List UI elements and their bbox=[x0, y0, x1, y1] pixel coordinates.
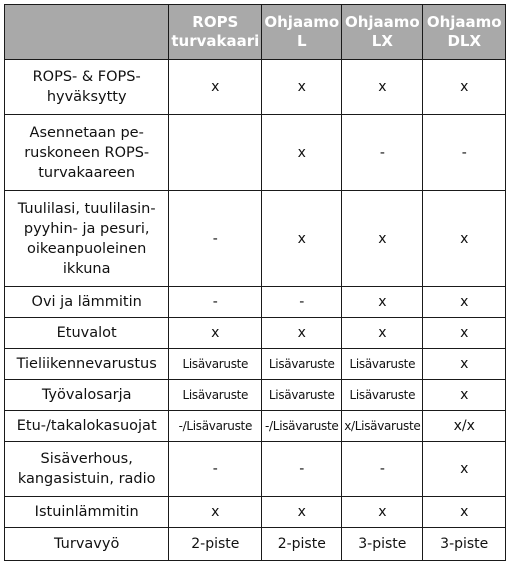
row-label: Työvalosarja bbox=[5, 380, 169, 411]
header-ohjaamo-dlx bbox=[423, 5, 506, 60]
header-ohjaamo-lx-line1: Ohjaamo bbox=[344, 13, 420, 31]
table-row bbox=[5, 528, 506, 561]
table-cell: 3-piste bbox=[423, 528, 506, 561]
table-cell: x bbox=[423, 191, 506, 287]
table-cell: x/x bbox=[423, 411, 506, 442]
table-cell: x bbox=[169, 318, 262, 349]
table-cell: - bbox=[169, 287, 262, 318]
row-label: Tieliikennevarustus bbox=[5, 349, 169, 380]
table-cell: - bbox=[423, 115, 506, 191]
table-cell: 2-piste bbox=[262, 528, 342, 561]
table-cell: x bbox=[342, 497, 423, 528]
table-cell: x bbox=[342, 318, 423, 349]
table-row bbox=[5, 349, 506, 380]
comparison-table bbox=[4, 4, 506, 561]
table-cell: x bbox=[262, 191, 342, 287]
row-label: Tuulilasi, tuulilasin-pyyhin- ja pesuri, oikeanpuoleinen ikkuna bbox=[5, 191, 169, 287]
row-label: Etu-/takalokasuojat bbox=[5, 411, 169, 442]
header-row bbox=[5, 5, 506, 60]
row-label: ROPS- & FOPS-hyväksytty bbox=[5, 60, 169, 115]
header-ohjaamo-dlx-line1: Ohjaamo bbox=[426, 13, 502, 31]
table-cell: x bbox=[423, 442, 506, 497]
table-cell: x bbox=[342, 287, 423, 318]
table-cell: x bbox=[262, 497, 342, 528]
table-cell: x bbox=[423, 349, 506, 380]
table-cell: x bbox=[423, 318, 506, 349]
row-label: Asennetaan pe-ruskoneen ROPS-turvakaareen bbox=[5, 115, 169, 191]
header-rops-line1: ROPS bbox=[192, 13, 239, 31]
table-cell: x bbox=[423, 497, 506, 528]
table-cell: Lisävaruste bbox=[262, 380, 342, 411]
table-cell: -/Lisävaruste bbox=[262, 411, 342, 442]
table-cell: Lisävaruste bbox=[169, 349, 262, 380]
table-cell: 2-piste bbox=[169, 528, 262, 561]
table-row bbox=[5, 497, 506, 528]
table-cell: - bbox=[262, 287, 342, 318]
table-header bbox=[5, 5, 506, 60]
table-cell: Lisävaruste bbox=[342, 349, 423, 380]
table-row bbox=[5, 191, 506, 287]
row-label: Istuinlämmitin bbox=[5, 497, 169, 528]
table-row bbox=[5, 318, 506, 349]
header-corner-cell bbox=[5, 5, 169, 60]
header-ohjaamo-lx-line2: LX bbox=[371, 32, 393, 50]
table-cell: x bbox=[423, 60, 506, 115]
header-ohjaamo-l-line1: Ohjaamo bbox=[264, 13, 340, 31]
table-cell: - bbox=[342, 442, 423, 497]
table-cell: - bbox=[262, 442, 342, 497]
header-rops bbox=[169, 5, 262, 60]
table-body bbox=[5, 60, 506, 561]
table-cell: x bbox=[169, 497, 262, 528]
table-row bbox=[5, 380, 506, 411]
table-cell: x bbox=[423, 380, 506, 411]
table-cell: - bbox=[169, 442, 262, 497]
table-cell: - bbox=[169, 191, 262, 287]
comparison-table-container bbox=[4, 4, 506, 561]
table-cell: Lisävaruste bbox=[262, 349, 342, 380]
table-cell bbox=[169, 115, 262, 191]
row-label: Turvavyö bbox=[5, 528, 169, 561]
table-cell: x/Lisävaruste bbox=[342, 411, 423, 442]
table-cell: x bbox=[342, 60, 423, 115]
header-ohjaamo-l bbox=[262, 5, 342, 60]
table-cell: 3-piste bbox=[342, 528, 423, 561]
table-row bbox=[5, 442, 506, 497]
table-cell: x bbox=[423, 287, 506, 318]
table-cell: Lisävaruste bbox=[342, 380, 423, 411]
table-cell: x bbox=[262, 115, 342, 191]
table-cell: x bbox=[169, 60, 262, 115]
row-label: Sisäverhous, kangasistuin, radio bbox=[5, 442, 169, 497]
table-cell: x bbox=[342, 191, 423, 287]
table-row bbox=[5, 60, 506, 115]
table-row bbox=[5, 115, 506, 191]
table-row bbox=[5, 287, 506, 318]
header-rops-line2: turvakaari bbox=[171, 32, 260, 50]
table-cell: - bbox=[342, 115, 423, 191]
row-label: Ovi ja lämmitin bbox=[5, 287, 169, 318]
row-label: Etuvalot bbox=[5, 318, 169, 349]
table-cell: -/Lisävaruste bbox=[169, 411, 262, 442]
table-cell: x bbox=[262, 318, 342, 349]
header-ohjaamo-l-line2: L bbox=[296, 32, 307, 50]
header-ohjaamo-lx bbox=[342, 5, 423, 60]
header-ohjaamo-dlx-line2: DLX bbox=[447, 32, 482, 50]
table-cell: Lisävaruste bbox=[169, 380, 262, 411]
table-cell: x bbox=[262, 60, 342, 115]
table-row bbox=[5, 411, 506, 442]
